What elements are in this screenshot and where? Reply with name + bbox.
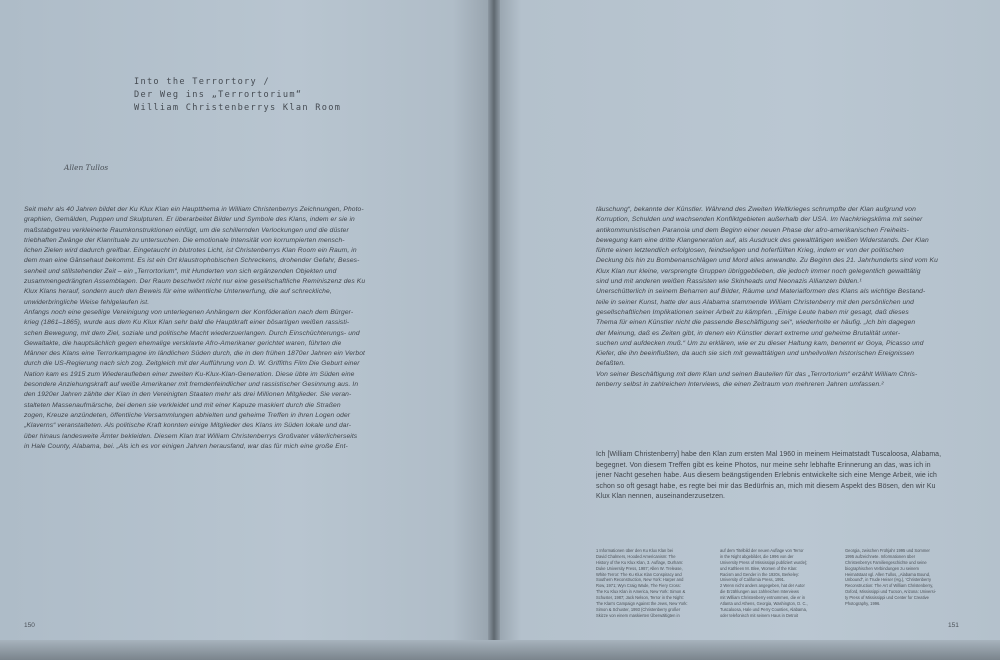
footnote-line: Simon & Schuster, 1993 (Christenberry großer: [596, 606, 681, 612]
body-line: lichen Zielen wird dadurch greifbar. Eingetaucht in blutrotes Licht, ist Christenberrys Klan Room ein Raum, in: [24, 247, 357, 255]
body-line: antikommunistischen Paranoia und dem Beginn einer neuen Phase der afro-amerikanischen Freiheits-: [596, 226, 909, 234]
body-line: sind und mit anderen weißen Rassisten wie Skinheads und Neonazis Allianzen bilden.¹: [596, 278, 862, 286]
body-line: Klux Klans herauf, sondern auch den Beweis für eine willentliche Unterwerfung, die auf schreckliche,: [24, 288, 332, 296]
quote-line: schon so oft gesagt habe, es regte bei mir das Bedürfnis an, mich mit diesem Aspekt des Bösen, den wir Ku: [596, 482, 936, 490]
footnote-line: Duke University Press, 1987; Allen W. Trelease,: [596, 565, 683, 571]
body-line: dem man eine Gänsehaut bekommt. Es ist ein Ort klaustrophobischen Schreckens, drohender Gefahr, Beses-: [24, 257, 360, 265]
quote-line: Ich [William Christenberry] habe den Klan zum ersten Mal 1960 in meinem Heimatstadt Tuscaloosa, Alabama,: [596, 451, 942, 458]
body-line: in Hale County, Alabama, bei. „Als ich es vor einigen Jahren herausfand, war das für mich eine große Ent-: [24, 442, 348, 450]
body-line: zusammengedrängten Assemblagen. Der Raum beschwört nicht nur eine gesellschaftliche Reminiszenz des Ku: [24, 278, 366, 286]
footnote-line: 2 Wenn nicht anders angegeben, hat der Autor: [720, 583, 805, 589]
footnote-line: Reconstruction: The Art of William Christenberry,: [845, 583, 934, 589]
footnote-line: die Erzählungen aus zahlreichen Interviews: [720, 589, 799, 595]
body-line: Anfangs noch eine gesellige Vereinigung von unterlegenen Anhängern der Konföderation nach dem Bürger-: [24, 308, 354, 316]
footnote-line: History of the Ku Klux Klan, 3. Auflage, Durham:: [596, 559, 684, 565]
page-number-left: 150: [24, 622, 35, 629]
footnote-line: 1995 aufzeichnete. Informationen über: [845, 553, 916, 559]
body-line: über hinaus landesweite Ämter bekleiden. Diesem Klan trat William Christenberrys Großvater väterlicherseits: [24, 432, 358, 440]
footnote-line: und Kathleen M. Blee, Women of the Klan:: [720, 565, 798, 571]
body-line: befaßten.: [596, 360, 626, 368]
quote-line: begegnet. Von diesem Treffen gibt es keine Photos, nur meine sehr lebhafte Erinnerung an das, was ich in: [596, 461, 931, 469]
footnote-line: Racism and Gender in the 1920s, Berkeley:: [720, 571, 800, 577]
footnote-line: Schuster, 1987; Jack Nelson, Terror in the Night:: [596, 595, 684, 601]
interview-quote: [596, 450, 968, 503]
chapter-title: [134, 76, 341, 115]
footnote-line: ty Press of Mississippi und Center for Creative: [845, 595, 929, 601]
title-line: Der Weg ins „Terrortorium“: [134, 90, 303, 100]
body-line: führte einen letztendlich erfolglosen, feindseligen und hoferfüllten Krieg, indem er von der politischen: [596, 247, 904, 255]
body-line: täuschung“, bekannte der Künstler. Während des Zweiten Weltkrieges schrumpfte der Klan aufgrund von: [596, 206, 916, 213]
footnote-line: 1 Informationen über den Ku Klux Klan bei: [596, 548, 673, 553]
body-line: Von seiner Beschäftigung mit dem Klan und seinen Bauteilen für das „Terrortorium“ erzählt William Chris-: [596, 370, 918, 378]
footnote-line: Atlanta und Athens, Georgia, Washington, D. C.,: [720, 601, 808, 607]
right-body-text: [596, 205, 966, 390]
body-line: maßstabgetreu verkleinerte Raumkonstruktionen einfügt, um die schillernden Verlockungen und die düster: [24, 226, 349, 234]
footnote-line: Heimatstaat vgl. Allen Tullos, „Alabama Bound,: [845, 571, 931, 577]
quote-line: Klux Klan nennen, auseinanderzusetzen.: [596, 493, 726, 501]
footnote-line: White Terror: The Ku Klux Klan Conspiracy and: [596, 571, 682, 577]
footnote-line: Unbound“, in Trude Heiser (Hg.), ‘Christenberry: [845, 577, 932, 583]
footnote-line: biographischen Verbindungen zu seinem: [845, 565, 919, 571]
page-bottom-edge: [0, 640, 1000, 660]
body-line: durch die US-Regierung nach sich zog. Zeitgleich mit der Aufführung von D. W. Griffiths Film Die Geburt einer: [24, 360, 360, 368]
body-line: triebhaften Zwänge der Klanrituale zu untersuchen. Die emotionale Intensität von korrumpierten mensch-: [24, 236, 345, 244]
quote-line: jener Nacht gesehen habe. Aus diesem beängstigenden Erlebnis entwickelte sich eine Menge Arbeit, wie ich: [596, 472, 937, 480]
footnote-line: Skizze von einem maskierten Überwältigten in: [596, 612, 680, 618]
book-gutter: [488, 0, 500, 660]
body-line: Kiefer, die ihn beeinflußten, da auch sie sich mit gewalttätigen und unheilvollen historischen Ereignissen: [596, 350, 915, 358]
body-line: senheit und stillstehender Zeit – ein „Terrortorium“, mit Hunderten von sich ergänzenden Objekten und: [24, 267, 337, 275]
footnote-line: University of California Press, 1991.: [720, 577, 786, 583]
left-page: [0, 0, 492, 660]
body-line: suchen und aufdecken muß.“ Um zu erklären, wie er zu dieser Haltung kam, benennt er Goya, Picasso und: [596, 339, 924, 347]
body-line: Klux Klan nur kleine, versprengte Gruppen übriggeblieben, die jedoch immer noch gelegentlich gewalttätig: [596, 267, 921, 275]
footnote-line: University Press of Mississippi publiziert wurde);: [720, 559, 808, 565]
body-line: tenberry selbst in zahlreichen Interviews, die einen Zeitraum von mehreren Jahren umfassen.²: [596, 381, 884, 389]
title-line: Into the Terrortory /: [134, 77, 270, 87]
footnotes-column-3: [845, 548, 967, 607]
footnote-line: Southern Reconstruction, New York: Harper and: [596, 577, 684, 583]
footnote-line: The Klan's Campaign Against the Jews, New York:: [596, 601, 688, 607]
author-name: Allen Tullos: [64, 163, 109, 172]
footnote-line: mit William Christenberry entnommen, die er in: [720, 595, 806, 601]
footnote-line: Row, 1971; Wyn Craig Wade, The Fiery Cross:: [596, 583, 681, 589]
body-line: der Meinung, daß es Zeiten gibt, in denen ein Künstler derart extreme und geheime Brutalität unter-: [596, 329, 901, 337]
footnote-line: The Ku Klux Klan in America, New York: Simon &: [596, 589, 686, 595]
footnote-line: Christenberrys Familiengeschichte und seine: [845, 559, 927, 565]
body-line: Männer des Klans eine Terrorkampagne im ländlichen Süden durch, die in den frühen 1870er Jahren ein Verbot: [24, 350, 365, 358]
body-line: Unerschütterlich in seinem Beharren auf Bilder, Räume und Materialformen des Klans als wichtige Bestand-: [596, 288, 926, 296]
footnotes-column-2: [720, 548, 842, 619]
body-line: zogen, Kreuze anzündeten, öffentliche Versammlungen abhielten und geheime Treffen in ihren Logen oder: [24, 411, 351, 419]
body-line: Seit mehr als 40 Jahren bildet der Ku Klux Klan ein Hauptthema in William Christenberrys Zeichnungen, Photo-: [24, 206, 364, 213]
body-line: Thema für einen Künstler nicht die passende Beschäftigung sei“, wiederholte er häufig. „Ich bin dagegen: [596, 319, 916, 327]
body-line: unwiderbringliche Weise fehlgelaufen ist.: [24, 298, 150, 306]
footnote-line: Photography, 1996.: [845, 601, 881, 607]
footnote-line: Oxford, Mississippi und Tucson, Arizona: Universi-: [845, 589, 937, 595]
body-line: graphien, Gemälden, Puppen und Skulpturen. Er überarbeitet Bilder und Symbole des Klans, indem er sie in: [24, 216, 355, 224]
body-line: Korruption, Schulden und wachsenden Konfliktgebieten außerhalb der USA. Im Nachkriegsklima mit seiner: [596, 216, 923, 224]
footnotes-column-1: [596, 548, 718, 619]
page-number-right: 151: [948, 622, 959, 629]
footnote-line: Tuscaloosa, Hale und Perry Counties, Alabama,: [720, 606, 807, 612]
title-line: William Christenberrys Klan Room: [134, 103, 342, 113]
body-line: bewegung kam eine dritte Klangeneration auf, als Ausdruck des gewalttätigen weißen Widerstands. Der Klan: [596, 236, 929, 244]
footnote-line: oder telefonisch mit seinem Haus in Detroit: [720, 612, 799, 618]
body-line: „Klaverns“ veranstalteten. Als politische Kraft konnten einige Mitglieder des Klans im Süden lokale und dar-: [24, 422, 352, 430]
body-line: Gewaltakte, die hauptsächlich gegen ehemalige versklavte Afro-Amerikaner gerichtet waren, führten die: [24, 339, 342, 347]
body-line: besondere Anziehungskraft auf weiße Amerikaner mit fremdenfeindlicher und rassistischer Gesinnung aus. In: [24, 381, 359, 389]
footnote-line: David Chalmers, Hooded Americanism: The: [596, 553, 676, 559]
body-line: teile in seiner Kunst, hatte der aus Alabama stammende William Christenberry mit den persönlichen und: [596, 298, 914, 306]
body-line: Deckung bis hin zu Bombenanschlägen und Mord alles anwandte. Zu Beginn des 21. Jahrhunderts sind vom Ku: [596, 257, 938, 265]
body-line: gesellschaftlichen Implikationen seiner Arbeit zu kämpfen. „Einige Leute haben mir gesagt, daß dieses: [596, 308, 909, 316]
body-line: stalteten Massenaufmärsche, bei denen sie verkleidet und mit einer Kapuze maskiert durch die Straßen: [24, 401, 341, 409]
footnote-line: auf dem Titelbild der neuen Auflage von Terror: [720, 548, 804, 553]
body-line: krieg (1861–1865), wurde aus dem Ku Klux Klan sehr bald die Hauptkraft einer bösartigen weißen rassisti-: [24, 319, 350, 327]
body-line: schen Bewegung, mit dem Ziel, soziale und politische Macht wiederzuerlangen. Durch Einschüchterungs- und: [24, 329, 360, 337]
left-body-text: [24, 205, 480, 452]
body-line: Nation kam es 1915 zum Wiederaufleben einer zweiten Ku-Klux-Klan-Generation. Diese übte im Süden eine: [24, 370, 355, 378]
body-line: den 1920er Jahren zählte der Klan in den Vereinigten Staaten mehr als drei Millionen Mitglieder. Sie veran-: [24, 391, 352, 399]
footnote-line: Georgia, zwischen Frühjahr 1995 und Sommer: [845, 548, 930, 553]
footnote-line: in the Night abgebildet, die 1996 von der: [720, 553, 794, 559]
